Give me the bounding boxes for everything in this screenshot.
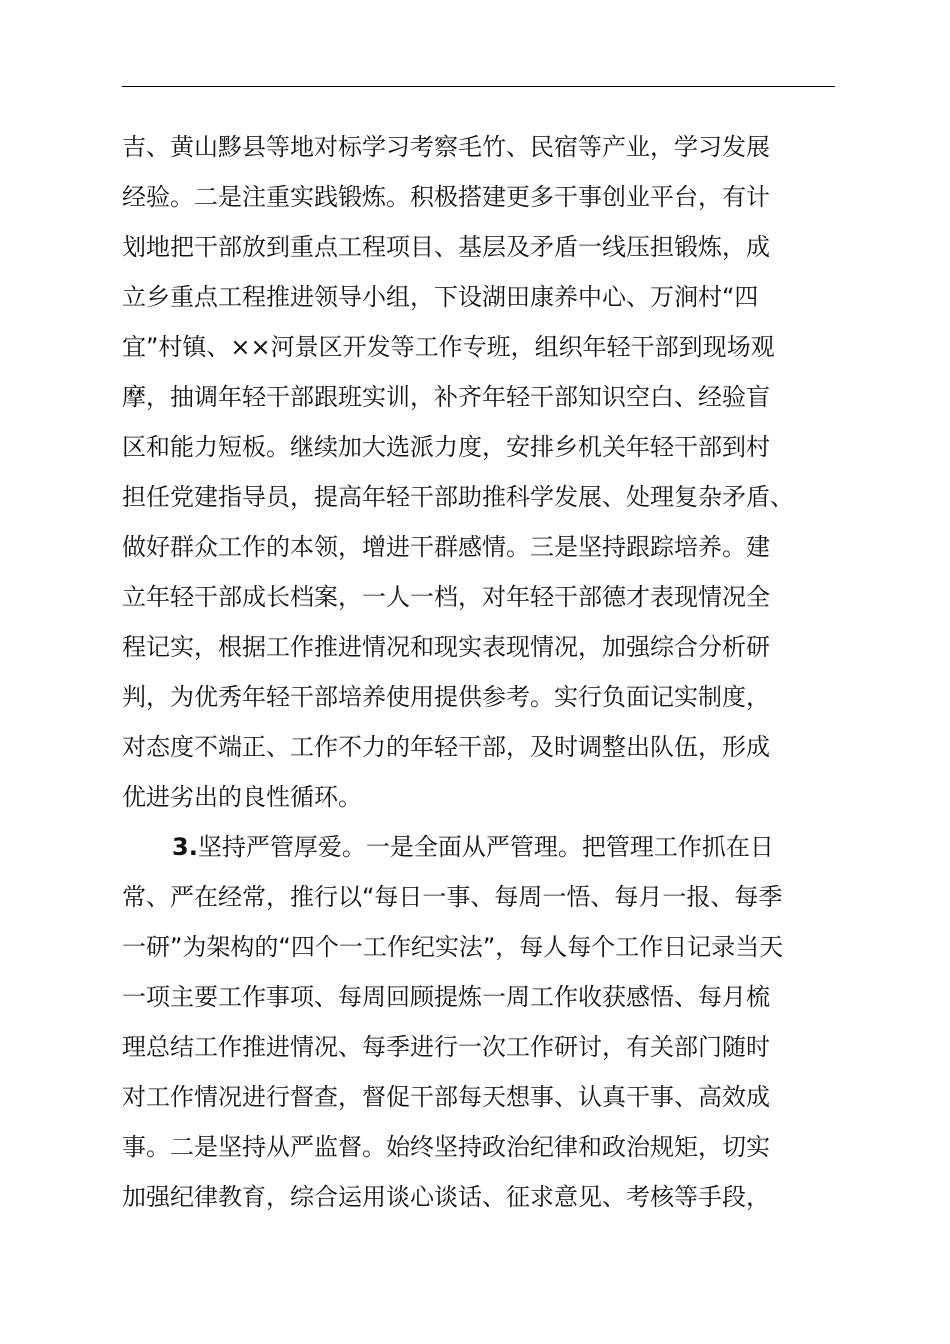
- text-line: 事。二是坚持从严监督。始终坚持政治纪律和政治规矩，切实: [122, 1133, 770, 1161]
- text-line: 划地把干部放到重点工程项目、基层及矛盾一线压担锻炼，成: [122, 233, 770, 261]
- text-line: 吉、黄山黟县等地对标学习考察毛竹、民宿等产业，学习发展: [122, 133, 770, 161]
- text-line: 一项主要工作事项、每周回顾提炼一周工作收获感悟、每月梳: [122, 983, 770, 1011]
- text-line: 立乡重点工程推进领导小组，下设湖田康养中心、万涧村“四: [122, 283, 759, 311]
- text-line: 对工作情况进行督查，督促干部每天想事、认真干事、高效成: [122, 1083, 770, 1111]
- text-line: 对态度不端正、工作不力的年轻干部，及时调整出队伍，形成: [122, 733, 770, 761]
- header-rule: [122, 86, 835, 87]
- text-line: 立年轻干部成长档案，一人一档，对年轻干部德才表现情况全: [122, 583, 770, 611]
- section-number: 3.: [172, 833, 198, 861]
- text-line: 加强纪律教育，综合运用谈心谈话、征求意见、考核等手段，: [122, 1183, 770, 1211]
- text-line: 一研”为架构的“四个一工作纪实法”，每人每个工作日记录当天: [122, 933, 784, 961]
- section-heading-line: [172, 827, 774, 867]
- text-line: 判，为优秀年轻干部培养使用提供参考。实行负面记实制度，: [122, 683, 770, 711]
- text-line: 常、严在经常，推行以“每日一事、每周一悟、每月一报、每季: [122, 883, 783, 911]
- text-line: 宜”村镇、××河景区开发等工作专班，组织年轻干部到现场观: [122, 333, 775, 361]
- text-line: 理总结工作推进情况、每季进行一次工作研讨，有关部门随时: [122, 1033, 770, 1061]
- text-line: 担任党建指导员，提高年轻干部助推科学发展、处理复杂矛盾、: [122, 483, 794, 511]
- text-line: 经验。二是注重实践锻炼。积极搭建更多干事创业平台，有计: [122, 183, 770, 211]
- text-line: 摩，抽调年轻干部跟班实训，补齐年轻干部知识空白、经验盲: [122, 383, 770, 411]
- text-line: 做好群众工作的本领，增进干群感情。三是坚持跟踪培养。建: [122, 533, 770, 561]
- text-line: 优进劣出的良性循环。: [122, 783, 362, 811]
- text-line: 程记实，根据工作推进情况和现实表现情况，加强综合分析研: [122, 633, 770, 661]
- section-heading-text: 坚持严管厚爱。一是全面从严管理。把管理工作抓在日: [197, 833, 774, 861]
- text-line: 区和能力短板。继续加大选派力度，安排乡机关年轻干部到村: [122, 433, 770, 461]
